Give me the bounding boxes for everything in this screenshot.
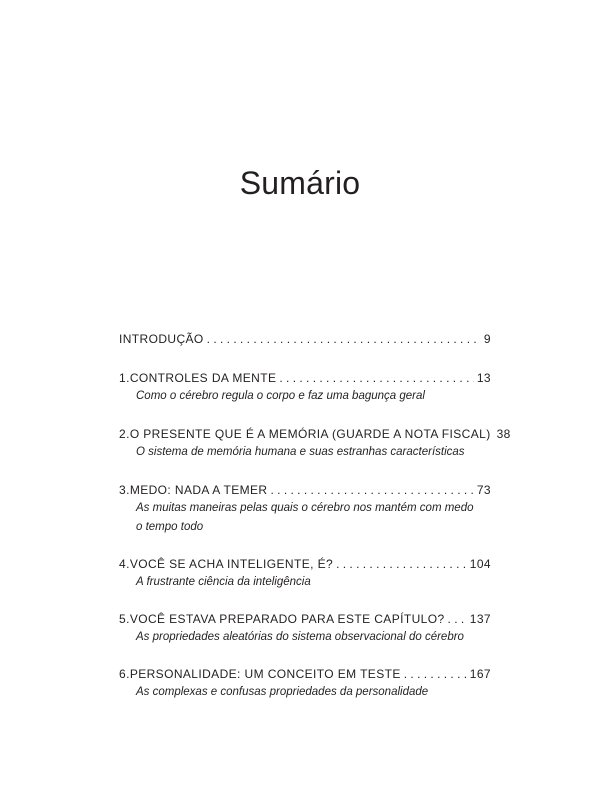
chapter-description: As muitas maneiras pelas quais o cérebro nos mantém com medo xyxy=(136,502,474,514)
dot-leader xyxy=(279,369,473,387)
chapter-description: A frustrante ciência da inteligência xyxy=(136,576,311,588)
chapter-description-continued: o tempo todo xyxy=(136,521,204,533)
chapter-number: 5. xyxy=(119,612,130,626)
page-title: Sumário xyxy=(239,165,361,201)
toc-entry-title: VOCÊ ESTAVA PREPARADO PARA ESTE CAPÍTULO? xyxy=(129,612,445,626)
toc-entry-title: PERSONALIDADE: UM CONCEITO EM TESTE xyxy=(129,667,401,681)
toc-entry-chapter-2 xyxy=(119,425,511,462)
dot-leader xyxy=(207,330,481,348)
chapter-number: 4. xyxy=(119,557,130,571)
toc-page-number: 73 xyxy=(476,483,491,497)
dot-leader xyxy=(448,610,467,628)
toc-entry-chapter-5 xyxy=(119,610,491,647)
chapter-number: 6. xyxy=(119,667,130,681)
chapter-description: As complexas e confusas propriedades da personalidade xyxy=(136,686,429,698)
dot-leader xyxy=(336,555,467,573)
chapter-number: 2. xyxy=(119,427,130,441)
toc-entry-introduction xyxy=(119,330,491,348)
toc-entry-chapter-4 xyxy=(119,555,491,592)
chapter-description: O sistema de memória humana e suas estranhas características xyxy=(136,446,465,458)
chapter-number: 1. xyxy=(119,371,130,385)
dot-leader xyxy=(404,665,467,683)
toc-page-number: 9 xyxy=(483,332,491,346)
toc-entry-title: VOCÊ SE ACHA INTELIGENTE, É? xyxy=(129,557,334,571)
toc-entry-chapter-6 xyxy=(119,665,491,702)
toc-page-number: 137 xyxy=(469,612,491,626)
toc-entry-title: O PRESENTE QUE É A MEMÓRIA (GUARDE A NOTA FISCAL) xyxy=(129,427,491,441)
toc-page-number: 38 xyxy=(496,427,511,441)
toc-entry-chapter-1 xyxy=(119,369,491,406)
toc-page-number: 167 xyxy=(469,667,491,681)
dot-leader xyxy=(271,481,474,499)
chapter-number: 3. xyxy=(119,483,130,497)
toc-entry-title: MEDO: NADA A TEMER xyxy=(129,483,268,497)
chapter-description: Como o cérebro regula o corpo e faz uma bagunça geral xyxy=(136,390,425,402)
toc-entry-title: INTRODUÇÃO xyxy=(119,332,204,346)
toc-entry-title: CONTROLES DA MENTE xyxy=(129,371,277,385)
toc-entry-chapter-3 xyxy=(119,481,491,537)
chapter-description: As propriedades aleatórias do sistema observacional do cérebro xyxy=(136,631,464,643)
toc-page-number: 104 xyxy=(469,557,491,571)
toc-page-number: 13 xyxy=(476,371,491,385)
